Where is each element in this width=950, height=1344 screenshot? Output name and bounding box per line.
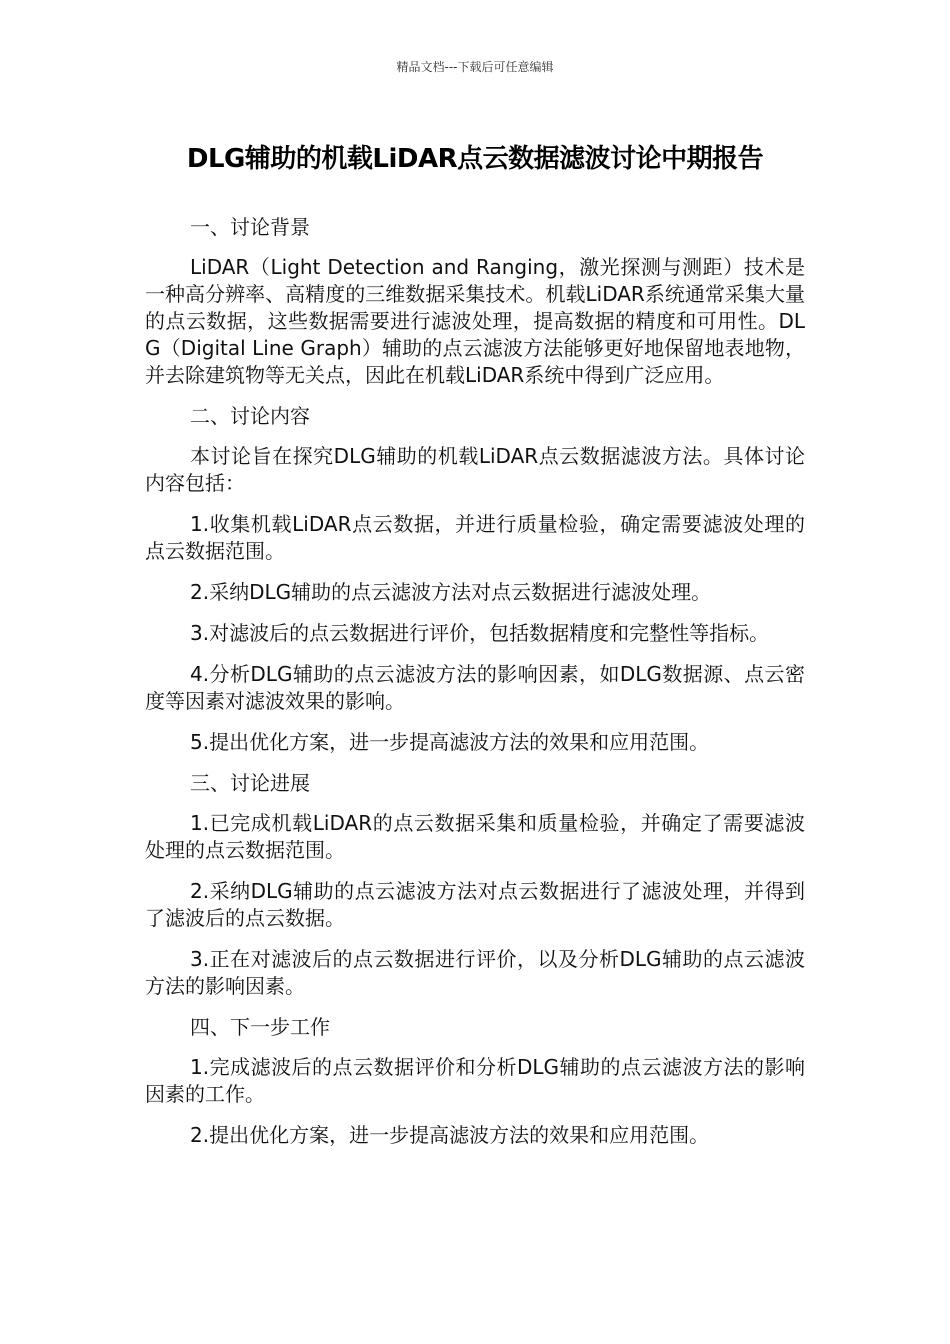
content-list-item: 2.采纳DLG辅助的点云滤波方法对点云数据进行滤波处理。 <box>190 580 712 604</box>
background-paragraph: LiDAR（Light Detection and Ranging，激光探测与测距）技术是一种高分辨率、高精度的三维数据采集技术。机载LiDAR系统通常采集大量的点云数据，这些数据需要进行滤波处理，提高数据的精度和可用性。DLG（Digital Line Graph）辅助的点云滤波方法能够更好地保留地表地物，并去除建筑物等无关点，因此在机载LiDAR系统中得到广泛应用。 <box>145 255 805 387</box>
next-steps-list-item: 2.提出优化方案，进一步提高滤波方法的效果和应用范围。 <box>190 1123 710 1147</box>
page-header-note: 精品文档---下载后可任意编辑 <box>396 60 554 74</box>
content-list-item: 4.分析DLG辅助的点云滤波方法的影响因素，如DLG数据源、点云密度等因素对滤波效果的影响。 <box>145 662 805 713</box>
progress-list-item: 1.已完成机载LiDAR的点云数据采集和质量检验，并确定了需要滤波处理的点云数据范围。 <box>145 811 805 862</box>
content-list-item: 1.收集机载LiDAR点云数据，并进行质量检验，确定需要滤波处理的点云数据范围。 <box>145 512 805 563</box>
next-steps-list-item: 1.完成滤波后的点云数据评价和分析DLG辅助的点云滤波方法的影响因素的工作。 <box>145 1055 805 1106</box>
progress-list-item: 3.正在对滤波后的点云数据进行评价，以及分析DLG辅助的点云滤波方法的影响因素。 <box>145 947 805 998</box>
content-intro-paragraph: 本讨论旨在探究DLG辅助的机载LiDAR点云数据滤波方法。具体讨论内容包括： <box>145 444 805 495</box>
section-heading-background: 一、讨论背景 <box>190 215 310 239</box>
document-title: DLG辅助的机载LiDAR点云数据滤波讨论中期报告 <box>186 144 764 174</box>
document-body <box>145 214 805 1163</box>
section-heading-content: 二、讨论内容 <box>190 404 310 428</box>
section-heading-progress: 三、讨论进展 <box>190 771 310 795</box>
content-list-item: 5.提出优化方案，进一步提高滤波方法的效果和应用范围。 <box>190 730 710 754</box>
content-list-item: 3.对滤波后的点云数据进行评价，包括数据精度和完整性等指标。 <box>190 621 770 645</box>
progress-list-item: 2.采纳DLG辅助的点云滤波方法对点云数据进行了滤波处理，并得到了滤波后的点云数据。 <box>145 879 805 930</box>
section-heading-next-steps: 四、下一步工作 <box>190 1015 330 1039</box>
